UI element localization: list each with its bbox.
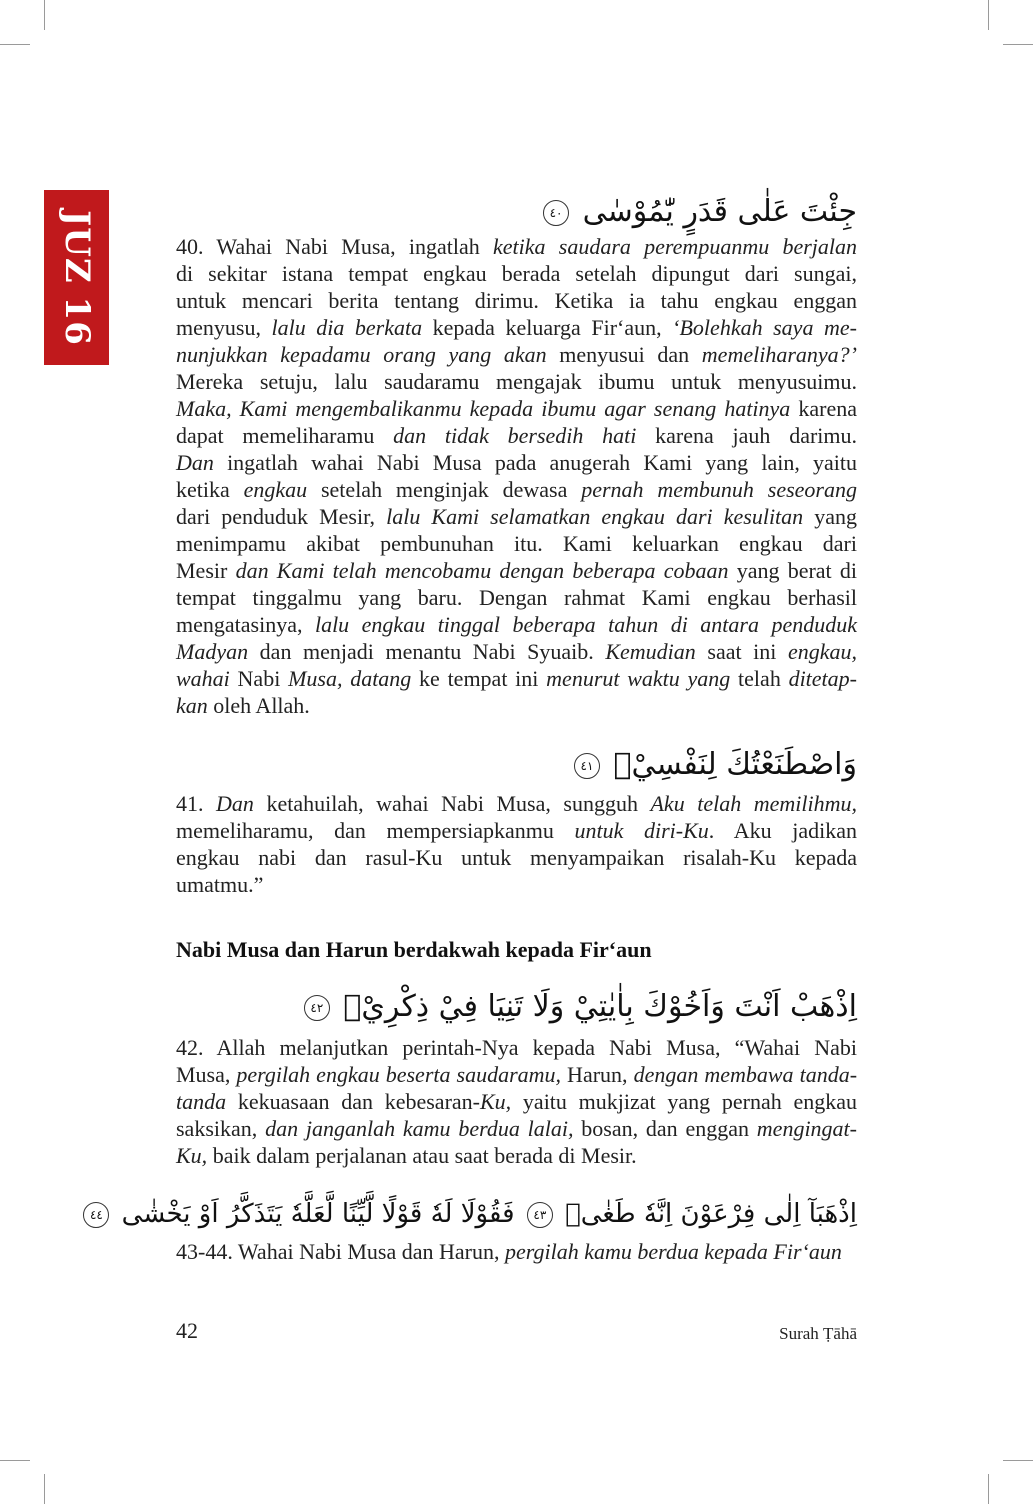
text-run: baik dalam perjalanan atau saat berada di Mesir.	[207, 1143, 637, 1168]
italic-run: Musa, datang	[288, 666, 412, 691]
italic-run: engkau	[243, 477, 308, 502]
text-run: dari penduduk Mesir,	[176, 504, 387, 529]
text-run: . Aku jadikan	[708, 818, 857, 843]
text-line	[176, 233, 857, 260]
text-line	[176, 1061, 857, 1088]
italic-run: Dan	[216, 791, 254, 816]
text-run: saat ini	[695, 639, 788, 664]
text-line	[176, 817, 857, 844]
crop-mark	[1003, 44, 1033, 45]
text-run: karena	[790, 396, 857, 421]
text-run: bosan, dan enggan	[573, 1116, 757, 1141]
text-line	[176, 638, 857, 665]
text-line	[176, 503, 857, 530]
ayah-number-marker: ٤٠	[543, 200, 569, 226]
crop-mark	[988, 0, 989, 30]
italic-run: dan tidak bersedih hati	[393, 423, 637, 448]
italic-run: lalu Kami selamatkan engkau dari kesulitan	[386, 504, 804, 529]
text-run: memeliharamu, dan mempersiapkanmu	[176, 818, 575, 843]
translation-43-44	[176, 1238, 857, 1265]
italic-run: Madyan	[176, 639, 249, 664]
text-line	[176, 476, 857, 503]
crop-mark	[1003, 1460, 1033, 1461]
text-run: kekuasaan dan kebesaran-	[226, 1089, 480, 1114]
text-run: telah	[730, 666, 789, 691]
italic-run: pergilah kamu berdua kepada Firʻaun	[504, 1239, 842, 1264]
italic-run: Kemudian	[605, 639, 696, 664]
italic-run: Ku,	[176, 1143, 208, 1168]
italic-run: pergilah engkau beserta saudaramu,	[236, 1062, 562, 1087]
text-run: setelah menginjak dewasa	[307, 477, 582, 502]
text-run: 41.	[176, 791, 217, 816]
text-run: menyusui dan	[546, 342, 702, 367]
section-heading: Nabi Musa dan Harun berdakwah kepada Firʻaun	[176, 937, 652, 962]
italic-run: ketika saudara perempuanmu berjalan	[493, 234, 858, 259]
text-line	[176, 557, 857, 584]
text-run: umatmu.”	[176, 872, 264, 897]
crop-mark	[44, 0, 45, 30]
text-run: Mereka setuju, lalu saudaramu mengajak ibumu untuk menyusuimu.	[176, 369, 857, 394]
ayah-text: فَقُوْلَا لَهٗ قَوْلًا لَّيِّنًا لَّعَلَّهٗ يَتَذَكَّرُ اَوْ يَخْشٰى	[121, 1199, 515, 1229]
italic-run: pernah membunuh seseorang	[581, 477, 857, 502]
italic-run: lalu engkau tinggal beberapa tahun di antara penduduk	[314, 612, 857, 637]
italic-run: Aku telah memilihmu,	[650, 791, 858, 816]
text-run: dan menjadi menantu Nabi Syuaib.	[248, 639, 606, 664]
italic-run: kan	[176, 693, 208, 718]
crop-mark	[0, 1460, 30, 1461]
crop-mark	[0, 44, 30, 45]
translation-40	[176, 233, 857, 719]
ayah-arabic-40	[539, 190, 857, 234]
text-run: oleh Allah.	[207, 693, 310, 718]
italic-run: Maka, Kami mengembalikanmu kepada ibumu agar senang hatinya	[176, 396, 791, 421]
text-run: 42. Allah melanjutkan perintah-Nya kepada Nabi Musa, “Wahai Nabi	[176, 1035, 857, 1060]
text-run: Mesir	[176, 558, 236, 583]
text-line	[176, 1088, 857, 1115]
text-run: Harun,	[561, 1062, 634, 1087]
text-line	[176, 871, 857, 898]
text-run: tempat tinggalmu yang baru. Dengan rahmat Kami engkau berhasil	[176, 585, 857, 610]
page-number: 42	[176, 1318, 198, 1343]
ayah-number-marker: ٤٣	[527, 1202, 553, 1228]
text-line	[176, 1115, 857, 1142]
text-line	[176, 1238, 857, 1265]
text-line	[176, 1034, 857, 1061]
italic-run: tanda	[176, 1089, 227, 1114]
italic-run: dan Kami telah mencobamu dengan beberapa cobaan	[235, 558, 729, 583]
text-line	[176, 790, 857, 817]
text-line	[176, 692, 857, 719]
text-run: saksikan,	[176, 1116, 266, 1141]
text-run: menyusu,	[176, 315, 272, 340]
text-line	[176, 314, 857, 341]
text-run: ke tempat ini	[411, 666, 547, 691]
text-line	[176, 611, 857, 638]
text-line	[176, 368, 857, 395]
italic-run: menurut waktu yang	[546, 666, 731, 691]
text-run: untuk mencari berita tentang dirimu. Ketika ia tahu engkau enggan	[176, 288, 857, 313]
italic-run: dan janganlah kamu berdua lalai,	[265, 1116, 574, 1141]
text-line	[176, 844, 857, 871]
running-footer-surah: Surah Ṭāhā	[779, 1324, 857, 1343]
text-run: yang	[803, 504, 858, 529]
juz-label: JUZ 16	[56, 209, 97, 346]
text-run: yaitu mukjizat yang pernah engkau	[511, 1089, 857, 1114]
italic-run: wahai	[176, 666, 230, 691]
ayah-number-marker: ٤٢	[304, 995, 330, 1021]
translation-42	[176, 1034, 857, 1169]
crop-mark	[44, 1474, 45, 1504]
text-run: menimpamu akibat pembunuhan itu. Kami keluarkan engkau dari	[176, 531, 857, 556]
italic-run: engkau,	[787, 639, 857, 664]
text-line	[176, 1142, 857, 1169]
text-run: kepada keluarga Firʻaun,	[422, 315, 673, 340]
ayah-number-marker: ٤٤	[83, 1202, 109, 1228]
italic-run: ‘Bolehkah saya me-	[672, 315, 857, 340]
italic-run: Dan	[176, 450, 214, 475]
translation-41	[176, 790, 857, 898]
text-line	[176, 260, 857, 287]
text-run: ingatlah wahai Nabi Musa pada anugerah Kami yang lain, yaitu	[213, 450, 857, 475]
italic-run: untuk diri-Ku	[574, 818, 709, 843]
text-line	[176, 665, 857, 692]
italic-run: dengan membawa tanda-	[633, 1062, 858, 1087]
text-line	[176, 341, 857, 368]
text-run: dapat memeliharamu	[176, 423, 394, 448]
italic-run: mengingat-	[756, 1116, 857, 1141]
ayah-text: وَاصْطَنَعْتُكَ لِنَفْسِيْۚ	[613, 747, 857, 782]
text-run: mengatasinya,	[176, 612, 315, 637]
italic-run: lalu dia berkata	[271, 315, 423, 340]
italic-run: memeliharanya?’	[701, 342, 857, 367]
text-run: karena jauh darimu.	[636, 423, 858, 448]
text-run: Nabi	[229, 666, 289, 691]
text-run: 40. Wahai Nabi Musa, ingatlah	[176, 234, 494, 259]
italic-run: nunjukkan kepadamu orang yang akan	[176, 342, 547, 367]
text-line	[176, 584, 857, 611]
ayah-arabic-41	[570, 743, 857, 787]
ayah-number-marker: ٤١	[574, 753, 600, 779]
text-line	[176, 530, 857, 557]
text-run: ketahuilah, wahai Nabi Musa, sungguh	[253, 791, 651, 816]
ayah-arabic-43-44	[79, 1192, 857, 1236]
text-run: ketika	[176, 477, 244, 502]
text-line	[176, 287, 857, 314]
text-line	[176, 422, 857, 449]
text-run: yang berat di	[728, 558, 857, 583]
text-run: 43-44. Wahai Nabi Musa dan Harun,	[176, 1239, 505, 1264]
italic-run: ditetap-	[788, 666, 857, 691]
ayah-text: اِذْهَبْ اَنْتَ وَاَخُوْكَ بِاٰيٰتِيْ وَلَا تَنِيَا فِيْ ذِكْرِيْۚ	[343, 989, 857, 1024]
text-run: Musa,	[176, 1062, 237, 1087]
text-run: engkau nabi dan rasul-Ku untuk menyampaikan risalah-Ku kepada	[176, 845, 857, 870]
ayah-text: جِئْتَ عَلٰى قَدَرٍ يّٰمُوْسٰى	[582, 194, 857, 229]
text-run: di sekitar istana tempat engkau berada setelah dipungut dari sungai,	[176, 261, 857, 286]
italic-run: Ku,	[480, 1089, 512, 1114]
ayah-arabic-42	[300, 985, 857, 1029]
ayah-text: اِذْهَبَآ اِلٰى فِرْعَوْنَ اِنَّهٗ طَغٰىۚ	[565, 1199, 857, 1229]
juz-tab	[44, 190, 109, 365]
text-line	[176, 395, 857, 422]
crop-mark	[988, 1474, 989, 1504]
text-line	[176, 449, 857, 476]
